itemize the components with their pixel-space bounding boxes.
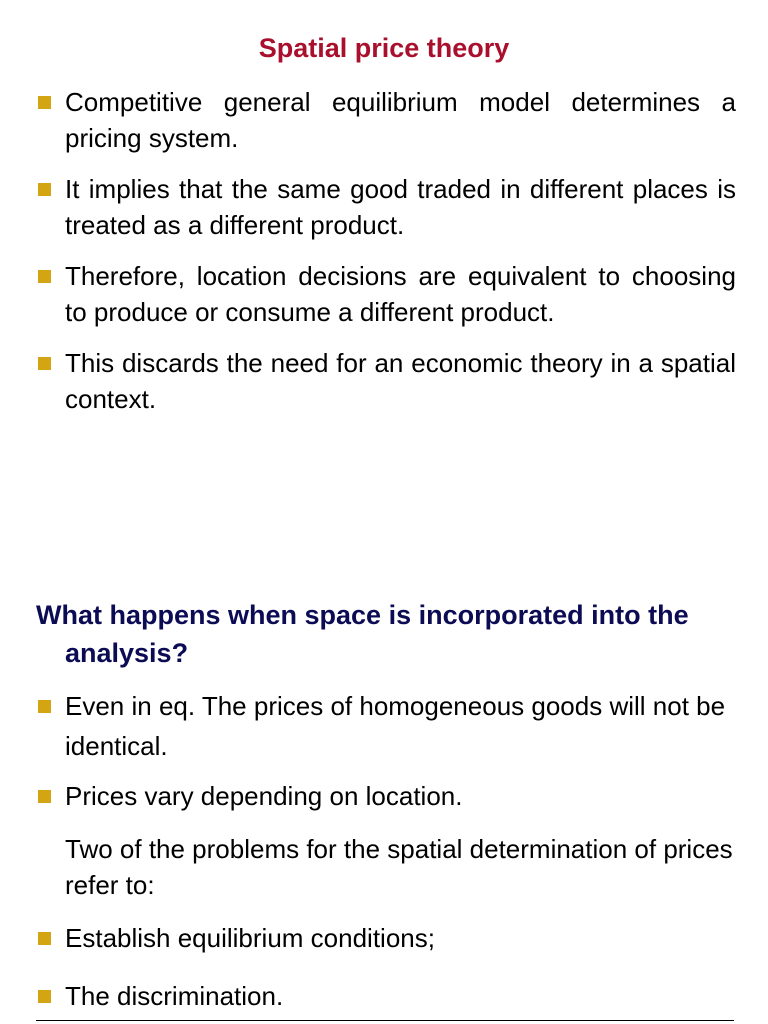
square-bullet-icon: [38, 183, 51, 196]
list-item: [36, 686, 736, 766]
square-bullet-icon: [38, 270, 51, 283]
square-bullet-icon: [38, 990, 51, 1003]
square-bullet-icon: [38, 96, 51, 109]
list-item-text: Competitive general equilibrium model determines a pricing system.: [65, 87, 736, 153]
question-section: [36, 596, 736, 1014]
square-bullet-icon: [38, 790, 51, 803]
list-item: [36, 84, 736, 156]
list-item-text: Even in eq. The prices of homogeneous goods will not be identical.: [65, 691, 726, 761]
list-item-text: The discrimination.: [65, 981, 284, 1011]
section-question: What happens when space is incorporated into the analysis?: [36, 600, 689, 668]
list-item: [36, 920, 736, 956]
list-item: [36, 345, 736, 417]
square-bullet-icon: [38, 357, 51, 370]
list-item: [36, 778, 736, 814]
problems-intro-paragraph: Two of the problems for the spatial determination of prices refer to:: [65, 834, 733, 900]
list-item-text: Prices vary depending on location.: [65, 781, 463, 811]
list-item: [36, 258, 736, 330]
slide-title: Spatial price theory: [258, 33, 510, 63]
list-item-text: This discards the need for an economic theory in a spatial context.: [65, 348, 736, 414]
list-item: [36, 171, 736, 243]
bottom-divider: [36, 1020, 734, 1021]
list-item: [36, 978, 736, 1014]
list-item-text: Establish equilibrium conditions;: [65, 923, 435, 953]
intro-bullet-list: [36, 84, 736, 417]
square-bullet-icon: [38, 932, 51, 945]
list-item-text: It implies that the same good traded in different places is treated as a different product.: [65, 174, 736, 240]
square-bullet-icon: [38, 700, 51, 713]
list-item-text: Therefore, location decisions are equivalent to choosing to produce or consume a different product.: [65, 261, 736, 327]
